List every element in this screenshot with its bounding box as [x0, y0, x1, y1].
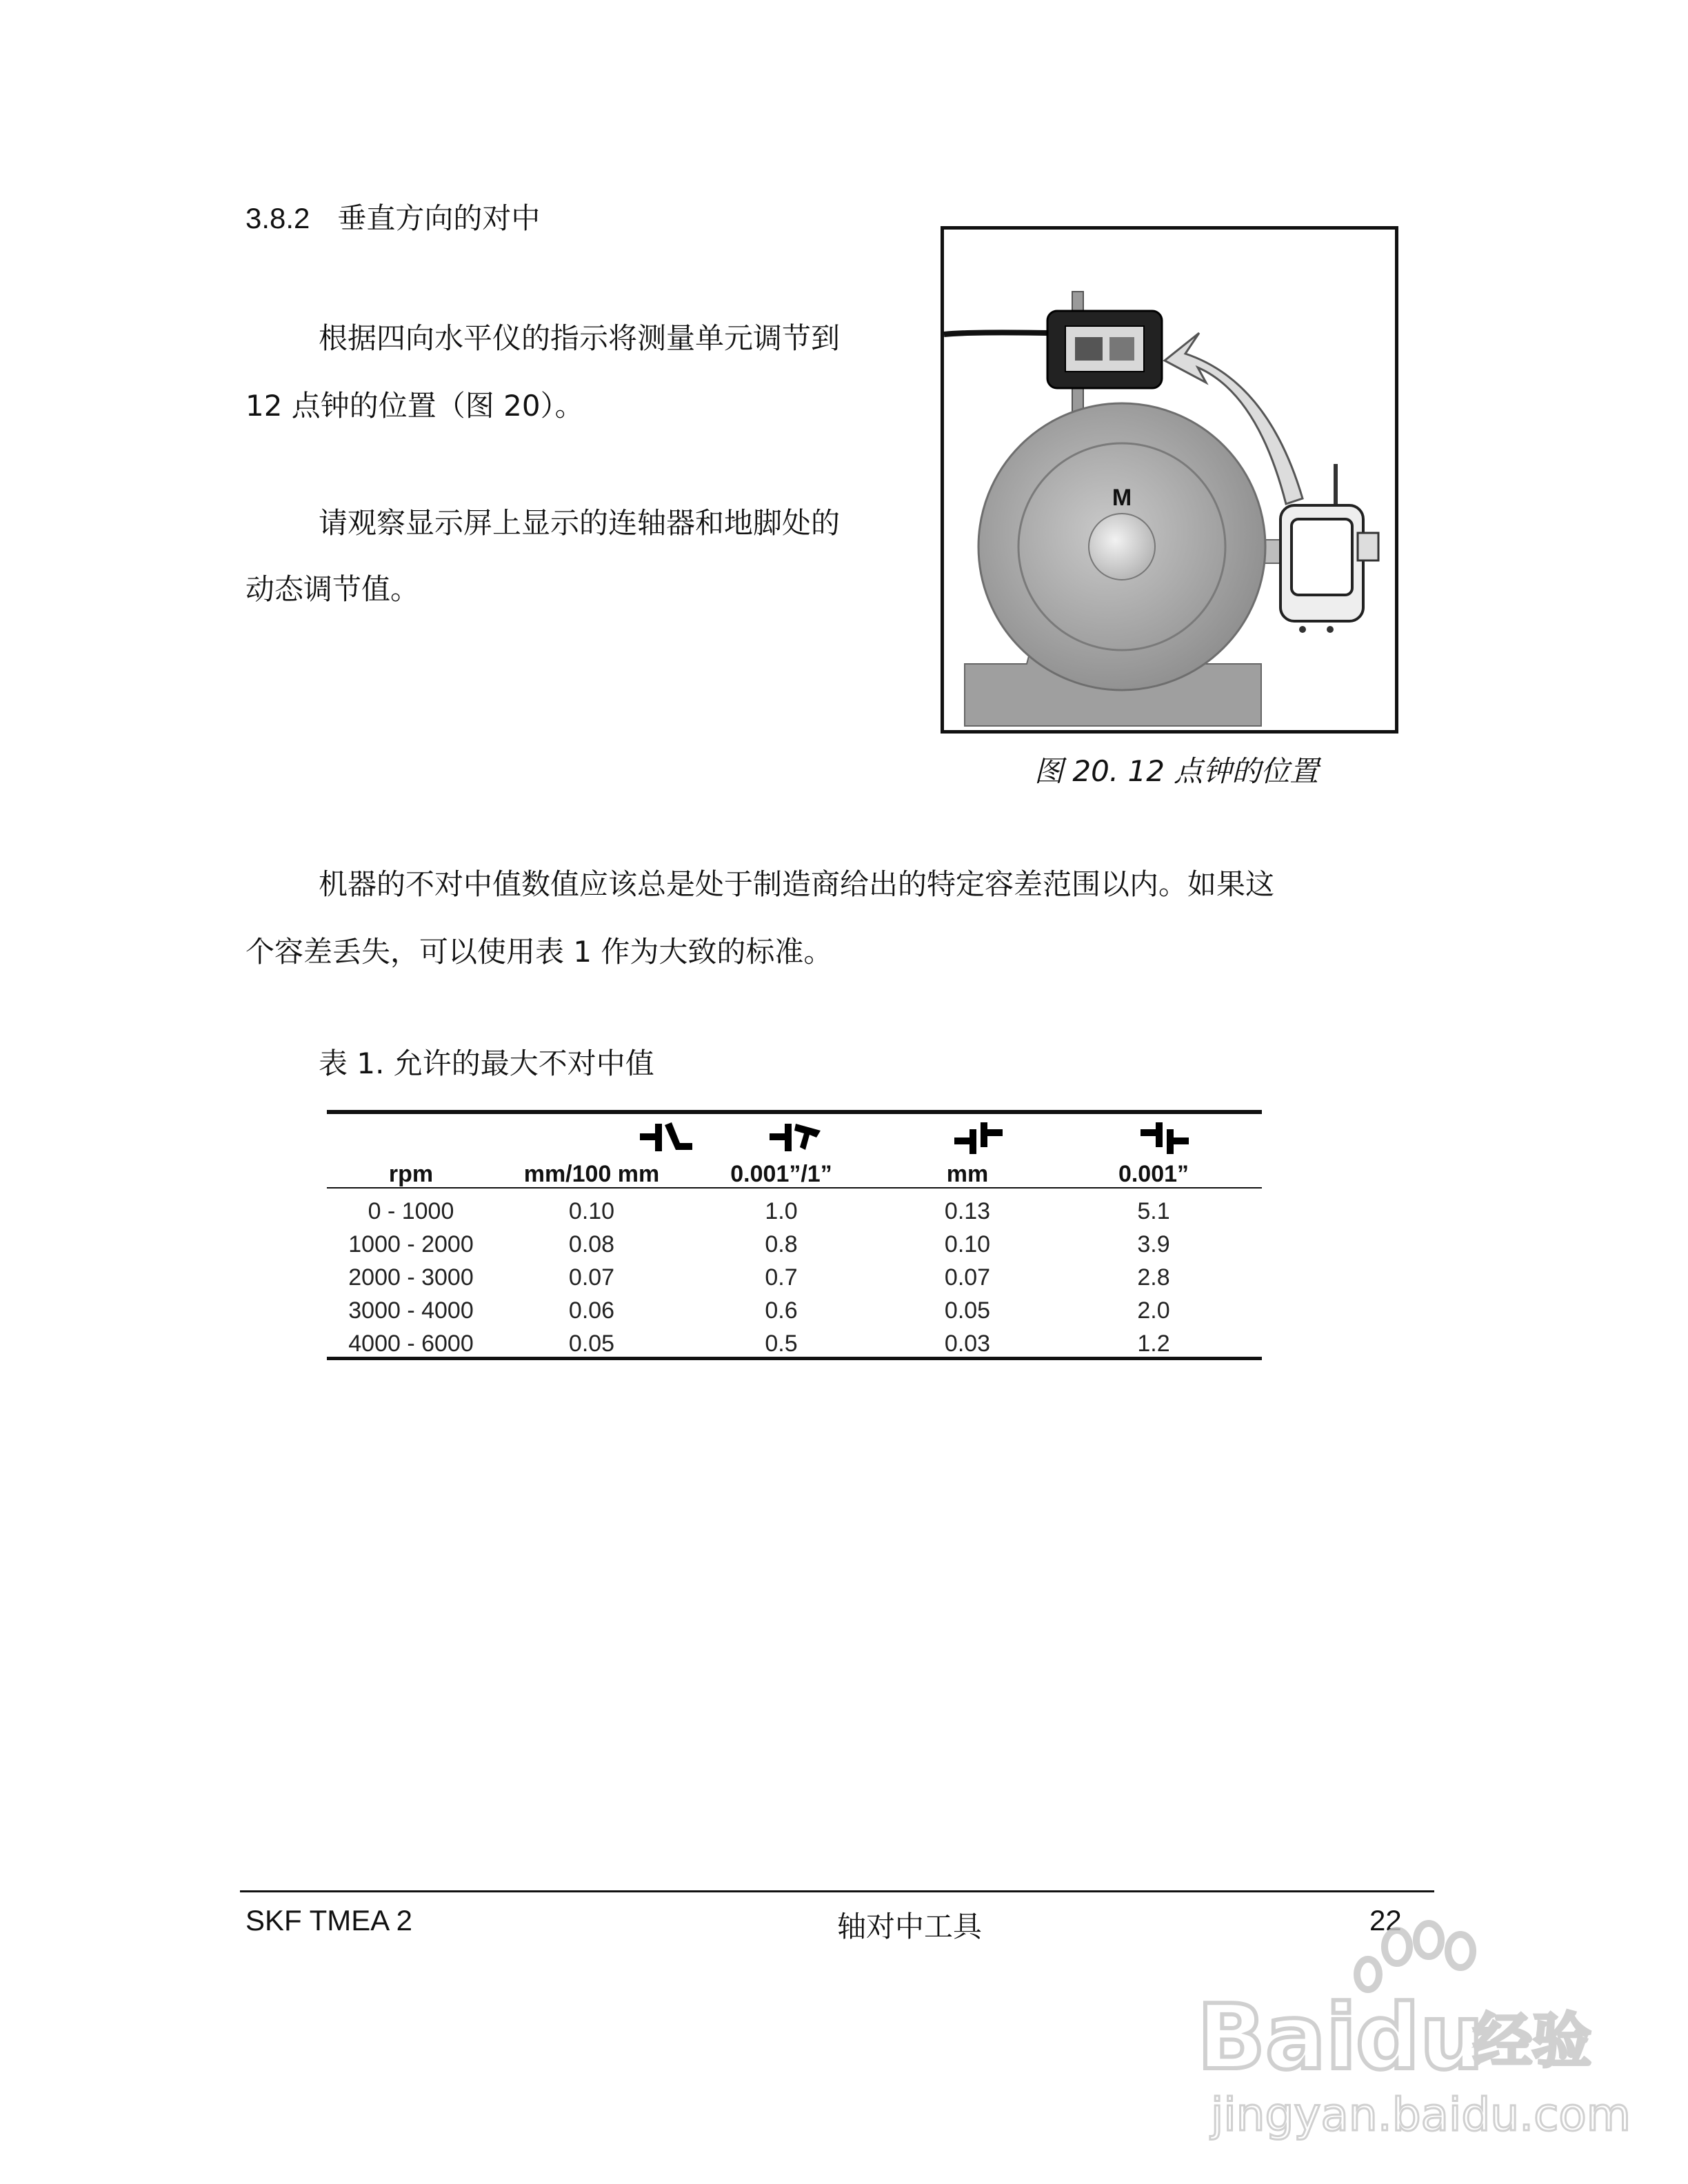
- table-cell: 1000 - 2000: [348, 1231, 474, 1257]
- svg-text:jingyan.baidu.com: jingyan.baidu.com: [1211, 2088, 1631, 2141]
- table-title: 表 1. 允许的最大不对中值: [319, 1046, 654, 1080]
- page-number: 22: [1369, 1904, 1402, 1937]
- table-cell: 0.7: [765, 1264, 798, 1291]
- table-row: [327, 1293, 1262, 1326]
- paragraph-1-line-2: 12 点钟的位置（图 20）。: [245, 389, 584, 423]
- table-symbol-row: [327, 1120, 1262, 1158]
- footer-product: SKF TMEA 2: [245, 1904, 412, 1937]
- table-cell: 0.10: [944, 1231, 991, 1257]
- svg-text:Bai: Bai: [1197, 1985, 1357, 2090]
- motor-label: M: [1112, 485, 1132, 511]
- table-cell: 2000 - 3000: [348, 1264, 474, 1291]
- cable: [944, 332, 1047, 334]
- motor-diagram: [944, 230, 1395, 730]
- angular-misalignment-icon: [767, 1120, 822, 1155]
- svg-text:经验: 经验: [1473, 2007, 1591, 2076]
- table-cell: 0.05: [568, 1331, 615, 1357]
- table-cell: 0 - 1000: [368, 1198, 454, 1224]
- header-inch: 0.001”: [1118, 1161, 1189, 1187]
- header-inch-per-inch: 0.001”/1”: [730, 1161, 832, 1187]
- table-header-rule: [327, 1187, 1262, 1189]
- table-cell: 1.0: [765, 1198, 798, 1224]
- header-mm-per-100mm: mm/100 mm: [523, 1161, 660, 1187]
- table-cell: 0.10: [568, 1198, 615, 1224]
- table-cell: 0.07: [944, 1264, 991, 1291]
- table-cell: 4000 - 6000: [348, 1331, 474, 1357]
- section-title: 垂直方向的对中: [337, 201, 541, 235]
- table-cell: 0.6: [765, 1297, 798, 1324]
- table-row: [327, 1326, 1262, 1359]
- table-body: [327, 1194, 1262, 1359]
- section-heading: [245, 201, 541, 235]
- paragraph-3-line-2: 个容差丢失，可以使用表 1 作为大致的标准。: [245, 935, 833, 969]
- figure-20-illustration: [941, 226, 1398, 734]
- table-cell: 0.13: [944, 1198, 991, 1224]
- angular-misalignment-icon: [568, 1120, 761, 1155]
- section-number: 3.8.2: [245, 202, 310, 234]
- paragraph-2-line-1: 请观察显示屏上显示的连轴器和地脚处的: [319, 506, 841, 540]
- figure-caption: 图 20. 12 点钟的位置: [1034, 754, 1319, 788]
- table-cell: 0.06: [568, 1297, 615, 1324]
- baidu-jingyan-watermark-logo: [1190, 1917, 1631, 2151]
- paragraph-1-line-1: 根据四向水平仪的指示将测量单元调节到: [319, 321, 841, 355]
- offset-misalignment-icon: [1138, 1120, 1193, 1155]
- table-cell: 0.07: [568, 1264, 615, 1291]
- table-cell: 3000 - 4000: [348, 1297, 474, 1324]
- table-cell: 5.1: [1137, 1198, 1170, 1224]
- header-rpm: rpm: [388, 1161, 434, 1187]
- table-cell: 0.8: [765, 1231, 798, 1257]
- table-row: [327, 1194, 1262, 1227]
- table-top-rule: [327, 1110, 1262, 1114]
- table-row: [327, 1227, 1262, 1260]
- table-bottom-rule: [327, 1357, 1262, 1360]
- table-cell: 2.0: [1137, 1297, 1170, 1324]
- motor-hub: [1089, 514, 1155, 580]
- table-cell: 2.8: [1137, 1264, 1170, 1291]
- paragraph-2-line-2: 动态调节值。: [245, 572, 420, 606]
- table-cell: 0.08: [568, 1231, 615, 1257]
- offset-misalignment-icon: [952, 1120, 1007, 1155]
- paragraph-3-line-1: 机器的不对中值数值应该总是处于制造商给出的特定容差范围以内。如果这: [319, 867, 1275, 901]
- header-mm: mm: [946, 1161, 989, 1187]
- footer-title: 轴对中工具: [837, 1910, 983, 1943]
- table-cell: 0.03: [944, 1331, 991, 1357]
- table-cell: 0.5: [765, 1331, 798, 1357]
- table-header-row: [327, 1161, 1262, 1189]
- table-cell: 3.9: [1137, 1231, 1170, 1257]
- table-cell: 0.05: [944, 1297, 991, 1324]
- misalignment-table: [327, 1110, 1262, 1365]
- table-cell: 1.2: [1137, 1331, 1170, 1357]
- svg-text:du: du: [1356, 1985, 1484, 2090]
- table-row: [327, 1260, 1262, 1293]
- footer-rule: [240, 1890, 1434, 1892]
